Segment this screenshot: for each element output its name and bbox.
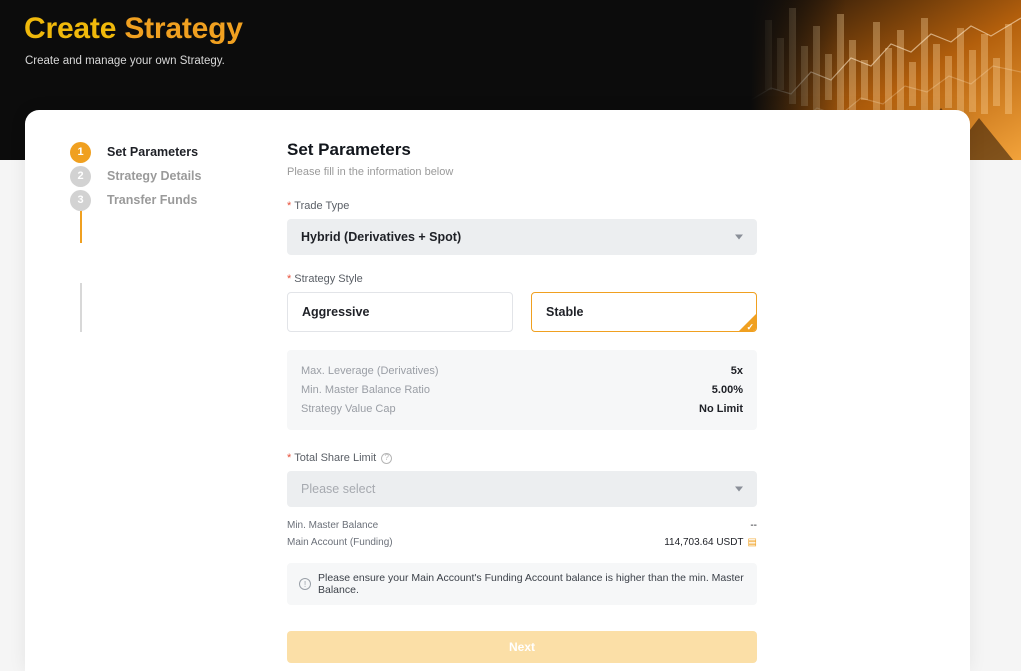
total-share-limit-value: Please select [301, 482, 376, 496]
help-icon[interactable]: ? [381, 453, 392, 464]
min-master-balance-ratio-label: Min. Master Balance Ratio [301, 383, 430, 396]
step-2-badge: 2 [70, 166, 91, 187]
min-master-balance-ratio-value: 5.00% [711, 383, 743, 396]
max-leverage-value: 5x [730, 364, 743, 377]
strategy-style-option-aggressive[interactable] [287, 292, 513, 332]
trade-type-select[interactable] [287, 219, 757, 255]
step-strategy-details[interactable] [70, 164, 270, 188]
trade-type-label-text: Trade Type [294, 200, 350, 212]
set-parameters-form [287, 140, 757, 663]
next-button[interactable]: Next [287, 631, 757, 663]
check-icon: ✓ [746, 322, 754, 332]
trade-type-value: Hybrid (Derivatives + Spot) [301, 230, 462, 244]
info-row [301, 361, 743, 380]
strategy-style-options [287, 292, 757, 332]
form-title: Set Parameters [287, 140, 411, 159]
info-icon: ! [299, 578, 311, 590]
strategy-style-option-aggressive-label: Aggressive [302, 305, 370, 319]
trade-type-label [287, 200, 757, 212]
strategy-style-option-stable[interactable] [531, 292, 757, 332]
balance-notice [287, 563, 757, 605]
step-3-label: Transfer Funds [107, 193, 198, 207]
main-account-funding-label: Main Account (Funding) [287, 537, 393, 548]
total-share-limit-label [287, 452, 757, 464]
page-title-word-create: Create [24, 12, 117, 45]
form-subtitle: Please fill in the information below [287, 166, 454, 178]
strategy-style-option-stable-label: Stable [546, 305, 584, 319]
step-3-badge: 3 [70, 190, 91, 211]
page-subtitle: Create and manage your own Strategy. [25, 55, 225, 67]
strategy-value-cap-value: No Limit [699, 402, 743, 415]
required-asterisk: * [287, 199, 292, 212]
wallet-icon[interactable]: ▤ [747, 537, 757, 548]
chevron-down-icon [735, 235, 743, 240]
stepper-connector-2 [80, 283, 82, 332]
min-master-balance-label: Min. Master Balance [287, 520, 379, 531]
required-asterisk: * [287, 451, 292, 464]
main-account-funding-value-wrap [664, 537, 757, 548]
strategy-style-label [287, 273, 757, 285]
balance-row-min-master [287, 517, 757, 534]
balance-notice-text: Please ensure your Main Account's Funding Account balance is higher than the min. Master Balance. [318, 572, 744, 596]
step-2-label: Strategy Details [107, 169, 202, 183]
balances-block [287, 517, 757, 551]
balance-row-main-account [287, 534, 757, 551]
strategy-style-label-text: Strategy Style [294, 273, 363, 285]
total-share-limit-select[interactable] [287, 471, 757, 507]
content-card [25, 110, 970, 671]
total-share-limit-label-text: Total Share Limit [294, 452, 377, 464]
step-1-label: Set Parameters [107, 145, 199, 159]
page-title-word-strategy: Strategy [124, 12, 243, 45]
main-account-funding-value: 114,703.64 USDT [664, 537, 744, 548]
step-transfer-funds[interactable] [70, 188, 270, 212]
stepper [70, 140, 270, 212]
step-1-badge: 1 [70, 142, 91, 163]
info-row [301, 380, 743, 399]
strategy-value-cap-label: Strategy Value Cap [301, 402, 396, 415]
page-title [24, 12, 243, 46]
min-master-balance-value: -- [750, 520, 757, 531]
info-row [301, 399, 743, 418]
step-set-parameters[interactable] [70, 140, 270, 164]
max-leverage-label: Max. Leverage (Derivatives) [301, 364, 439, 377]
required-asterisk: * [287, 272, 292, 285]
chevron-down-icon [735, 487, 743, 492]
strategy-limits-panel [287, 350, 757, 430]
